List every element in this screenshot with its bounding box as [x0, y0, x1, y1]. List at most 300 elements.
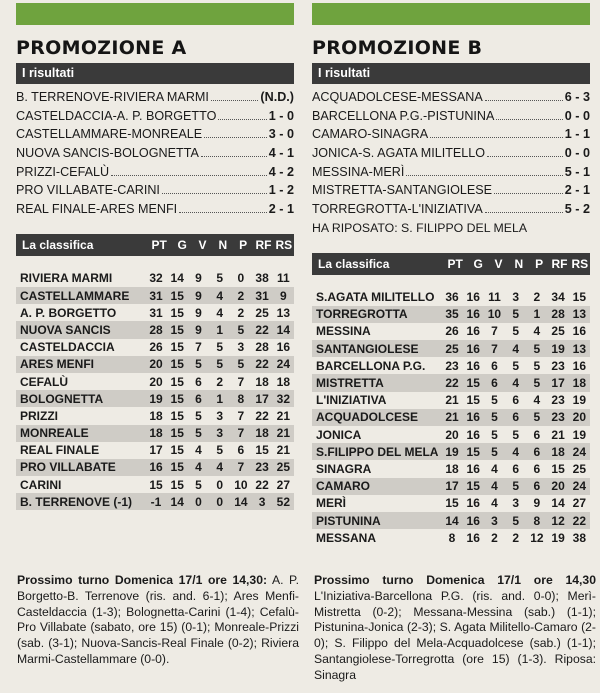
- stat-cell: 18: [569, 374, 590, 391]
- stat-cell: 19: [441, 443, 462, 460]
- stat-cell: 13: [276, 305, 291, 320]
- match-label: TORREGROTTA-L'INIZIATIVA: [312, 202, 483, 217]
- match-label: B. TERRENOVE-RIVIERA MARMI: [16, 90, 209, 104]
- stat-cell: 4: [505, 374, 526, 391]
- standings-row: [312, 529, 590, 546]
- stat-cell: 5: [216, 443, 223, 458]
- match-score: 1 - 2: [268, 183, 294, 198]
- stat-cell: 3: [512, 496, 519, 511]
- leader-dots: [179, 200, 267, 213]
- stat-cell: 17: [251, 390, 272, 407]
- stat-cell: 10: [484, 306, 505, 323]
- stat-cell: 16: [463, 512, 484, 529]
- result-row: [16, 88, 294, 107]
- section-title: PROMOZIONE A: [16, 37, 187, 59]
- leader-dots: [496, 107, 562, 120]
- result-row: [16, 107, 294, 126]
- stat-cell: 5: [209, 356, 230, 373]
- stat-cell: 10: [234, 477, 248, 492]
- stat-cell: 17: [441, 478, 462, 495]
- stat-cell: 15: [167, 390, 188, 407]
- stat-cell: 21: [551, 427, 565, 442]
- stat-cell: 14: [273, 321, 294, 338]
- stat-cell: 22: [255, 477, 269, 492]
- standings-row: [312, 409, 590, 426]
- stat-cell: 16: [466, 530, 480, 545]
- standings-row: [312, 374, 590, 391]
- stat-cell: 35: [441, 306, 462, 323]
- stat-cell: 9: [195, 271, 202, 286]
- result-row: [312, 107, 590, 126]
- stat-cell: 15: [167, 356, 188, 373]
- match-label: BARCELLONA P.G.-PISTUNINA: [312, 108, 495, 123]
- stat-cell: 5: [491, 393, 498, 408]
- stat-cell: 16: [466, 358, 480, 373]
- leader-dots: [430, 125, 563, 138]
- team-name: CARINI: [20, 477, 62, 492]
- stat-cell: 28: [255, 340, 269, 355]
- stat-cell: 6: [505, 409, 526, 426]
- stat-cell: 18: [445, 461, 459, 476]
- stat-cell: 8: [526, 512, 547, 529]
- stat-cell: 24: [569, 443, 590, 460]
- team-name: RIVIERA MARMI: [20, 271, 113, 286]
- standings-row: [312, 460, 590, 477]
- stat-cell: 18: [276, 374, 291, 389]
- column-header: PT: [447, 256, 463, 271]
- team-name: CASTELDACCIA: [20, 340, 115, 355]
- stat-cell: 15: [170, 340, 184, 355]
- stat-cell: 5: [512, 427, 519, 442]
- column-header: G: [473, 256, 483, 271]
- stat-cell: 24: [569, 478, 590, 495]
- stat-cell: 38: [572, 530, 587, 545]
- stat-cell: 11: [277, 271, 290, 286]
- stat-cell: 15: [167, 321, 188, 338]
- column-header: N: [218, 237, 228, 252]
- stat-cell: 7: [237, 374, 245, 389]
- column-header: N: [514, 256, 524, 271]
- stat-cell: 3: [209, 425, 230, 442]
- match-score: 6 - 3: [564, 90, 590, 104]
- match-score: 2 - 1: [564, 183, 590, 198]
- stat-cell: 6: [533, 427, 541, 442]
- stat-cell: 4: [491, 461, 498, 476]
- section-color-bar: [16, 3, 294, 25]
- stat-cell: 14: [441, 512, 462, 529]
- stat-cell: 20: [145, 356, 166, 373]
- stat-cell: 23: [547, 409, 568, 426]
- stat-cell: 16: [463, 409, 484, 426]
- standings-label: La classifica: [318, 256, 390, 271]
- stat-cell: 25: [255, 305, 269, 320]
- standings-row: [16, 459, 294, 476]
- stat-cell: 25: [572, 461, 587, 476]
- team-name: PRIZZI: [20, 408, 58, 423]
- standings-row: [312, 426, 590, 443]
- stat-cell: 18: [251, 425, 272, 442]
- stat-cell: 4: [491, 496, 498, 511]
- stat-cell: 5: [526, 340, 547, 357]
- stat-cell: 15: [170, 374, 184, 389]
- stat-cell: 16: [466, 461, 480, 476]
- stat-cell: 16: [466, 324, 480, 339]
- stat-cell: 4: [533, 324, 541, 339]
- stat-cell: 27: [572, 496, 587, 511]
- stat-cell: 20: [569, 409, 590, 426]
- stat-cell: 5: [512, 358, 519, 373]
- match-score: 5 - 1: [564, 164, 590, 179]
- stat-cell: 19: [572, 427, 587, 442]
- results-list: [16, 88, 294, 219]
- stat-cell: 31: [145, 287, 166, 304]
- result-row: [312, 88, 590, 107]
- standings-table: [16, 270, 294, 511]
- stat-cell: 9: [533, 496, 541, 511]
- stat-cell: 25: [273, 459, 294, 476]
- match-label: CASTELDACCIA-A. P. BORGETTO: [16, 108, 217, 123]
- stat-cell: 5: [230, 321, 251, 338]
- stat-cell: 52: [273, 493, 294, 510]
- stat-cell: 22: [569, 512, 590, 529]
- result-row: [312, 181, 590, 200]
- stat-cell: 18: [149, 408, 163, 423]
- stat-cell: 18: [145, 425, 166, 442]
- match-score: 0 - 0: [564, 108, 590, 123]
- stat-cell: 15: [466, 393, 480, 408]
- stat-cell: 21: [273, 425, 294, 442]
- promozione-b-section: [312, 0, 590, 546]
- standings-row: [16, 287, 294, 304]
- team-name: PISTUNINA: [312, 512, 441, 529]
- stat-cell: 3: [484, 512, 505, 529]
- stat-cell: 13: [569, 306, 590, 323]
- next-round-text: L'Iniziativa-Barcellona P.G. (ris. and. 0-0); Merì-Mistretta (0-2); Messana-Messina (sab.) (1-1); Pistunina-Jonica (2-3); S. Agata Militello-Camaro (2-0); S. Filippo del Mela-Acquadolcese (sab.) (1-1); Santangiolese-Torregrotta (ore 15) (1-3). Riposa: Sinagra: [314, 588, 596, 682]
- column-header: RS: [275, 237, 293, 252]
- stat-cell: 16: [463, 340, 484, 357]
- leader-dots: [487, 144, 563, 157]
- column-header: G: [177, 237, 187, 252]
- match-score: 0 - 0: [564, 146, 590, 161]
- stat-cell: 14: [551, 496, 565, 511]
- stat-cell: 20: [445, 427, 459, 442]
- stat-cell: 7: [491, 324, 498, 339]
- stat-cell: 5: [484, 409, 505, 426]
- leader-dots: [162, 181, 267, 194]
- stat-cell: 18: [547, 443, 568, 460]
- stat-cell: 16: [276, 340, 291, 355]
- team-name: REAL FINALE: [20, 443, 100, 458]
- leader-dots: [204, 125, 267, 138]
- stat-cell: 21: [276, 443, 291, 458]
- column-header: RF: [255, 237, 272, 252]
- column-header: RF: [551, 256, 568, 271]
- stat-cell: 31: [251, 287, 272, 304]
- stat-cell: 5: [533, 358, 541, 373]
- stat-cell: 5: [195, 477, 202, 492]
- stat-cell: 16: [572, 358, 587, 373]
- team-name: MESSANA: [316, 530, 377, 545]
- standings-row: [16, 407, 294, 424]
- standings-row: [16, 356, 294, 373]
- stat-cell: 15: [445, 496, 459, 511]
- team-name: MONREALE: [16, 425, 145, 442]
- result-row: [16, 181, 294, 200]
- result-row: [16, 200, 294, 219]
- stat-cell: 15: [463, 478, 484, 495]
- match-label: JONICA-S. AGATA MILITELLO: [312, 146, 486, 161]
- column-header: PT: [151, 237, 167, 252]
- result-row: [312, 144, 590, 163]
- stat-cell: 8: [230, 390, 251, 407]
- stat-cell: 15: [255, 443, 269, 458]
- stat-cell: 19: [572, 393, 587, 408]
- standings-row: [16, 390, 294, 407]
- standings-row: [312, 478, 590, 495]
- stat-cell: 16: [463, 306, 484, 323]
- stat-cell: 15: [551, 461, 565, 476]
- stat-cell: 23: [551, 393, 565, 408]
- team-name: JONICA: [316, 427, 362, 442]
- stat-cell: 0: [188, 493, 209, 510]
- stat-cell: 2: [491, 530, 498, 545]
- team-name: ARES MENFI: [16, 356, 145, 373]
- standings-row: [16, 304, 294, 321]
- match-score: 1 - 0: [268, 108, 294, 123]
- next-round-title: Prossimo turno Domenica 17/1 ore 14,30:: [17, 573, 268, 587]
- team-name: SANTANGIOLESE: [312, 340, 441, 357]
- stat-cell: 14: [170, 271, 184, 286]
- leader-dots: [211, 88, 259, 101]
- stat-cell: 0: [237, 271, 245, 286]
- promozione-a-section: [16, 0, 294, 510]
- stat-cell: 15: [463, 443, 484, 460]
- result-row: [312, 163, 590, 182]
- stat-cell: 22: [251, 356, 272, 373]
- stat-cell: 5: [505, 512, 526, 529]
- stat-cell: 22: [255, 408, 269, 423]
- stat-cell: 2: [533, 290, 541, 305]
- stat-cell: 13: [569, 340, 590, 357]
- stat-cell: 15: [149, 477, 163, 492]
- stat-cell: 31: [149, 305, 163, 320]
- leader-dots: [494, 181, 563, 194]
- match-label: CASTELLAMMARE-MONREALE: [16, 127, 203, 142]
- match-score: 2 - 1: [268, 202, 294, 217]
- team-name: BARCELLONA P.G.: [316, 358, 426, 373]
- column-header: P: [535, 256, 544, 271]
- stat-cell: 7: [195, 340, 202, 355]
- leader-dots: [406, 163, 562, 176]
- next-round-b: [314, 573, 596, 684]
- team-name: L'INIZIATIVA: [316, 393, 387, 408]
- results-header: I risultati: [312, 63, 590, 84]
- stat-cell: 6: [491, 358, 498, 373]
- column-header: V: [494, 256, 503, 271]
- stat-cell: 3: [216, 408, 223, 423]
- match-label: PRIZZI-CEFALÙ: [16, 164, 110, 179]
- stat-cell: 22: [441, 374, 462, 391]
- stat-cell: 15: [167, 287, 188, 304]
- leader-dots: [111, 163, 267, 176]
- stat-cell: 3: [237, 340, 245, 355]
- stat-cell: 17: [149, 443, 163, 458]
- results-list: [312, 88, 590, 238]
- stat-cell: 7: [230, 459, 251, 476]
- stat-cell: 3: [512, 290, 519, 305]
- stat-cell: 5: [505, 478, 526, 495]
- stat-cell: 4: [505, 340, 526, 357]
- stat-cell: 9: [273, 287, 294, 304]
- match-label: PRO VILLABATE-CARINI: [16, 183, 160, 198]
- stat-cell: 1: [526, 306, 547, 323]
- column-header: P: [239, 237, 248, 252]
- stat-cell: 21: [276, 408, 291, 423]
- stat-cell: 16: [572, 324, 587, 339]
- standings-header: [312, 253, 590, 275]
- team-name: MERÌ: [316, 496, 346, 511]
- stat-cell: 2: [512, 530, 519, 545]
- stat-cell: 23: [251, 459, 272, 476]
- team-name: TORREGROTTA: [312, 306, 441, 323]
- stat-cell: 19: [551, 530, 565, 545]
- stat-cell: 5: [526, 374, 547, 391]
- stat-cell: 4: [484, 478, 505, 495]
- stat-cell: 15: [167, 459, 188, 476]
- match-score: 4 - 2: [268, 164, 294, 179]
- stat-cell: 5: [188, 356, 209, 373]
- stat-cell: 24: [273, 356, 294, 373]
- stat-cell: 6: [484, 374, 505, 391]
- stat-cell: 5: [484, 443, 505, 460]
- stat-cell: 6: [195, 374, 202, 389]
- stat-cell: 8: [448, 530, 456, 545]
- stat-cell: 5: [216, 271, 223, 286]
- stat-cell: 15: [170, 305, 184, 320]
- stat-cell: 6: [188, 390, 209, 407]
- stat-cell: 1: [209, 390, 230, 407]
- stat-cell: 11: [488, 290, 501, 305]
- leader-dots: [201, 144, 267, 157]
- stat-cell: 15: [572, 290, 587, 305]
- team-name: CAMARO: [312, 478, 441, 495]
- stat-cell: 4: [505, 443, 526, 460]
- stat-cell: 5: [512, 324, 519, 339]
- team-name: A. P. BORGETTO: [20, 305, 117, 320]
- stat-cell: -1: [145, 493, 166, 510]
- stat-cell: 14: [167, 493, 188, 510]
- standings-row: [16, 425, 294, 442]
- match-label: MESSINA-MERÌ: [312, 164, 405, 179]
- match-label: REAL FINALE-ARES MENFI: [16, 202, 178, 217]
- team-name: CEFALÙ: [20, 374, 68, 389]
- stat-cell: 6: [512, 461, 519, 476]
- standings-row: [16, 321, 294, 338]
- next-round-title: Prossimo turno Domenica 17/1 ore 14,30: [314, 573, 596, 587]
- leader-dots: [485, 200, 563, 213]
- section-color-bar: [312, 3, 590, 25]
- standings-header: [16, 234, 294, 256]
- standings-row: [312, 340, 590, 357]
- result-row: [16, 144, 294, 163]
- standings-row: [16, 373, 294, 390]
- stat-cell: 1: [209, 321, 230, 338]
- team-name: PRO VILLABATE: [16, 459, 145, 476]
- stat-cell: 17: [547, 374, 568, 391]
- column-header: RS: [571, 256, 589, 271]
- standings-row: [312, 392, 590, 409]
- next-round-a: [17, 573, 299, 668]
- stat-cell: 19: [145, 390, 166, 407]
- standings-row: [16, 339, 294, 356]
- stat-cell: 20: [149, 374, 163, 389]
- rest-label: HA RIPOSATO: S. FILIPPO DEL MELA: [312, 220, 528, 235]
- stat-cell: 12: [547, 512, 568, 529]
- stat-cell: 7: [230, 425, 251, 442]
- stat-cell: 15: [170, 443, 184, 458]
- result-row: [16, 163, 294, 182]
- stat-cell: 23: [551, 358, 565, 373]
- stat-cell: 9: [195, 305, 202, 320]
- leader-dots: [485, 88, 563, 101]
- stat-cell: 5: [505, 306, 526, 323]
- standings-row: [312, 495, 590, 512]
- stat-cell: 5: [230, 356, 251, 373]
- stat-cell: 28: [145, 321, 166, 338]
- stat-cell: 2: [237, 305, 245, 320]
- stat-cell: 6: [237, 443, 245, 458]
- stat-cell: 15: [463, 374, 484, 391]
- stat-cell: 6: [512, 393, 519, 408]
- stat-cell: 28: [547, 306, 568, 323]
- stat-cell: 32: [149, 271, 163, 286]
- team-name: NUOVA SANCIS: [16, 321, 145, 338]
- stat-cell: 5: [188, 425, 209, 442]
- standings-row: [16, 270, 294, 287]
- stat-cell: 5: [216, 340, 223, 355]
- stat-cell: 14: [230, 493, 251, 510]
- result-row: [312, 125, 590, 144]
- team-name: MISTRETTA: [312, 374, 441, 391]
- standings-row: [312, 323, 590, 340]
- stat-cell: 16: [466, 290, 480, 305]
- stat-cell: 25: [441, 340, 462, 357]
- match-label: ACQUADOLCESE-MESSANA: [312, 90, 483, 104]
- stat-cell: 4: [216, 305, 223, 320]
- standings-row: [312, 289, 590, 306]
- stat-cell: 5: [526, 409, 547, 426]
- stat-cell: 4: [533, 393, 541, 408]
- stat-cell: 5: [195, 408, 202, 423]
- match-score: 1 - 1: [564, 127, 590, 142]
- match-label: NUOVA SANCIS-BOLOGNETTA: [16, 146, 199, 161]
- standings-table: [312, 289, 590, 547]
- match-label: CAMARO-SINAGRA: [312, 127, 429, 142]
- stat-cell: 36: [445, 290, 459, 305]
- stat-cell: 6: [526, 478, 547, 495]
- standings-row: [16, 493, 294, 510]
- match-label: MISTRETTA-SANTANGIOLESE: [312, 183, 493, 198]
- stat-cell: 16: [466, 496, 480, 511]
- stat-cell: 4: [209, 459, 230, 476]
- match-score: 4 - 1: [268, 146, 294, 161]
- standings-row: [16, 442, 294, 459]
- standings-row: [312, 306, 590, 323]
- stat-cell: 4: [195, 443, 202, 458]
- stat-cell: 2: [230, 287, 251, 304]
- stat-cell: 9: [188, 287, 209, 304]
- stat-cell: 12: [530, 530, 544, 545]
